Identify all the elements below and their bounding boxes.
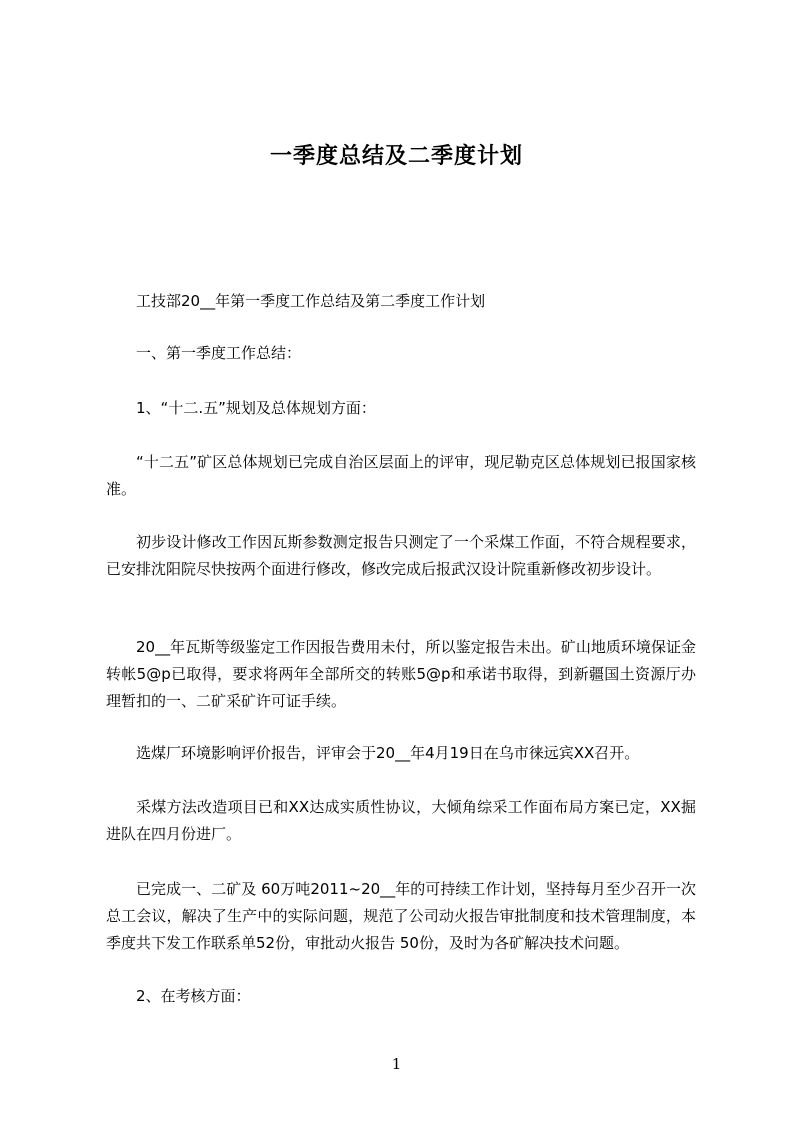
subtitle-paragraph: 工技部20__年第一季度工作总结及第二季度工作计划	[136, 292, 486, 310]
body-paragraph: 采煤方法改造项目已和XX达成实质性协议，大倾角综采工作面布局方案已定，XX掘进队在四月份进厂。	[106, 798, 696, 843]
subsection-heading-2: 2、在考核方面：	[136, 987, 251, 1005]
subsection-heading-1: 1、“十二.五”规划及总体规划方面：	[136, 399, 376, 417]
body-paragraph: 初步设计修改工作因瓦斯参数测定报告只测定了一个采煤工作面，不符合规程要求，已安排沈阳院尽快按两个面进行修改，修改完成后报武汉设计院重新修改初步设计。	[106, 533, 696, 578]
body-paragraph: 选煤厂环境影响评价报告，评审会于20__年4月19日在乌市徕远宾XX召开。	[136, 744, 640, 762]
body-paragraph: 已完成一、二矿及 60万吨2011~20__年的可持续工作计划，坚持每月至少召开一次总工会议，解决了生产中的实际问题，规范了公司动火报告审批制度和技术管理制度，本季度共下发工作联系单52份，审批动火报告 50份，及时为各矿解决技术问题。	[106, 880, 696, 952]
section-heading-1: 一、第一季度工作总结：	[136, 344, 302, 362]
body-paragraph: 20__年瓦斯等级鉴定工作因报告费用未付，所以鉴定报告未出。矿山地质环境保证金转帐5@p已取得，要求将两年全部所交的转账5@p和承诺书取得，到新疆国土资源厅办理暂扣的一、二矿采矿许可证手续。	[106, 638, 696, 710]
page-number: 1	[391, 1055, 402, 1073]
body-paragraph: “十二五”矿区总体规划已完成自治区层面上的评审，现尼勒克区总体规划已报国家核准。	[106, 453, 696, 498]
document-title: 一季度总结及二季度计划	[269, 144, 523, 169]
